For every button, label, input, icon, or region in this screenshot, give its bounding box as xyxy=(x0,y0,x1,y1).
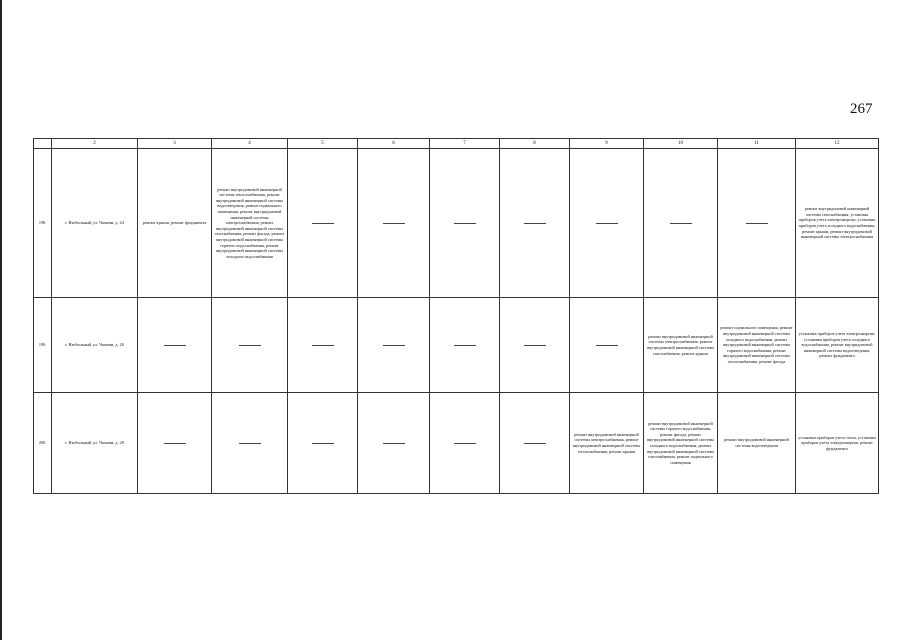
empty-cell xyxy=(288,298,358,393)
cell-col11: ремонт подвального помещения, ремонт внутридомовой инженерной системы холодного водоснабжения, ремонт внутридомовой инженерной системы горячего водоснабжения, ремонт внутридомовой инженерной системы теплоснабжения, ремонт фасада xyxy=(718,298,796,393)
dash-mark xyxy=(239,443,261,444)
row-number: 198. xyxy=(34,149,52,298)
table-row xyxy=(34,298,879,393)
empty-cell xyxy=(430,393,500,494)
column-header xyxy=(34,139,52,149)
column-number-row xyxy=(34,139,879,149)
cell-col12: установка приборов учета тепла, установка приборов учета электроэнергии, ремонт фундамента xyxy=(796,393,879,494)
table-row xyxy=(34,149,879,298)
column-header: 9 xyxy=(570,139,644,149)
dash-mark xyxy=(596,345,618,346)
dash-mark xyxy=(239,345,261,346)
dash-mark xyxy=(312,223,334,224)
dash-mark xyxy=(383,443,405,444)
dash-mark xyxy=(524,223,546,224)
column-header: 6 xyxy=(358,139,430,149)
column-header: 10 xyxy=(644,139,718,149)
row-number: 199. xyxy=(34,298,52,393)
dash-mark xyxy=(746,223,768,224)
capital-repair-table xyxy=(33,138,879,494)
dash-mark xyxy=(164,443,186,444)
dash-mark xyxy=(383,223,405,224)
cell-col12: установка приборов учета электроэнергии, установка приборов учета холодного водоснабжения, ремонт внутридомовой инженерной системы водоотведения, ремонт фундамента xyxy=(796,298,879,393)
empty-cell xyxy=(430,149,500,298)
cell-col11: ремонт внутридомовой инженерной системы водоотведения xyxy=(718,393,796,494)
empty-cell xyxy=(500,149,570,298)
empty-cell xyxy=(500,298,570,393)
dash-mark xyxy=(524,345,546,346)
row-address: г. Изобильный, ул. Чапаева, д. 28 xyxy=(52,393,138,494)
page-number: 267 xyxy=(850,101,873,117)
row-address: г. Изобильный, ул. Чапаева, д. 24 xyxy=(52,149,138,298)
dash-mark xyxy=(312,443,334,444)
empty-cell xyxy=(288,393,358,494)
cell-col4: ремонт внутридомовой инженерной системы теплоснабжения, ремонт внутридомовой инженерной системы водоотведения, ремонт подвального помещения, ремонт внутридомовой инженерной системы электроснабжения, ремонт внутридомовой инженерной системы газоснабжения, ремонт фасада, ремонт внутридомовой инженерной системы горячего водоснабжения, ремонт внутридомовой инженерной системы холодного водоснабжения xyxy=(212,149,288,298)
empty-cell xyxy=(138,393,212,494)
empty-cell xyxy=(358,298,430,393)
column-header: 8 xyxy=(500,139,570,149)
dash-mark xyxy=(670,223,692,224)
row-address: г. Изобильный, ул. Чапаева, д. 26 xyxy=(52,298,138,393)
dash-mark xyxy=(524,443,546,444)
dash-mark xyxy=(312,345,334,346)
dash-mark xyxy=(596,223,618,224)
dash-mark xyxy=(454,443,476,444)
column-header: 12 xyxy=(796,139,879,149)
empty-cell xyxy=(138,298,212,393)
column-header: 11 xyxy=(718,139,796,149)
column-header: 7 xyxy=(430,139,500,149)
empty-cell xyxy=(500,393,570,494)
empty-cell xyxy=(570,149,644,298)
empty-cell xyxy=(358,149,430,298)
table-row xyxy=(34,393,879,494)
empty-cell xyxy=(358,393,430,494)
empty-cell xyxy=(718,149,796,298)
column-header: 3 xyxy=(138,139,212,149)
empty-cell xyxy=(288,149,358,298)
cell-col12: ремонт внутридомовой инженерной системы газоснабжения, установка приборов учета электроэнергии, установка приборов учета холодного водоснабжения, ремонт крыши, ремонт внутридомовой инженерной системы электроснабжения xyxy=(796,149,879,298)
dash-mark xyxy=(454,345,476,346)
empty-cell xyxy=(570,298,644,393)
empty-cell xyxy=(212,393,288,494)
column-header: 2 xyxy=(52,139,138,149)
dash-mark xyxy=(164,345,186,346)
column-header: 4 xyxy=(212,139,288,149)
empty-cell xyxy=(430,298,500,393)
column-header: 5 xyxy=(288,139,358,149)
dash-mark xyxy=(454,223,476,224)
cell-col9: ремонт внутридомовой инженерной системы электроснабжения, ремонт внутридомовой инженерной системы теплоснабжения, ремонт крыши xyxy=(570,393,644,494)
dash-mark xyxy=(383,345,405,346)
cell-col3: ремонт крыши, ремонт фундамента xyxy=(138,149,212,298)
empty-cell xyxy=(644,149,718,298)
row-number: 200. xyxy=(34,393,52,494)
empty-cell xyxy=(212,298,288,393)
cell-col10: ремонт внутридомовой инженерной системы электроснабжения, ремонт внутридомовой инженерной системы газоснабжения, ремонт крыши xyxy=(644,298,718,393)
cell-col10: ремонт внутридомовой инженерной системы горячего водоснабжения, ремонт фасада, ремонт внутридомовой инженерной системы холодного водоснабжения, ремонт внутридомовой инженерной системы газоснабжения, ремонт подвального помещения xyxy=(644,393,718,494)
page-left-border xyxy=(0,0,2,640)
